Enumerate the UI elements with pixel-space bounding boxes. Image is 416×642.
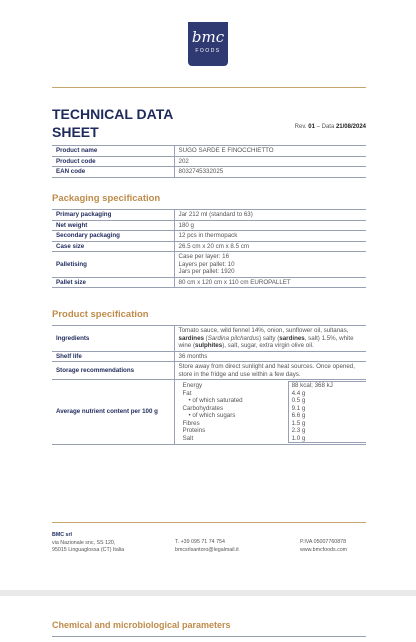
row-value: Jar 212 ml (standard to 63) <box>174 210 366 221</box>
row-value: 12 pcs in thermopack <box>174 231 366 242</box>
ingredients-value: Tomato sauce, wild fennel 14%, onion, sunflower oil, sultanas, sardines (Sardina pilchardus) salty (sardines, salt) 1.5%, white wine (sulphites), salt, sugar, extra virgin olive oil. <box>174 326 366 352</box>
rev-number: 01 <box>308 124 315 130</box>
row-value: 180 g <box>174 220 366 231</box>
packaging-section-title: Packaging specification <box>52 193 161 204</box>
row-label: Average nutrient content per 100 g <box>52 380 174 445</box>
address-line-2: 95015 Linguaglossa (CT) Italia <box>52 547 125 553</box>
product-id-table <box>52 145 366 178</box>
table-row <box>52 380 366 445</box>
title-line-2: SHEET <box>52 124 99 140</box>
nutrient-row <box>179 382 367 390</box>
nutrient-name: Carbohydrates <box>182 404 224 412</box>
page2-table-top <box>52 636 366 637</box>
nutrient-amount: 1.5 g <box>288 420 366 428</box>
row-label: Case size <box>52 241 174 252</box>
chemical-section-title: Chemical and microbiological parameters <box>52 620 231 630</box>
footer-divider <box>52 522 366 523</box>
footer-legal <box>300 539 347 554</box>
row-label: Ingredients <box>52 326 174 352</box>
nutrient-row <box>179 405 367 413</box>
footer-address <box>52 532 124 555</box>
nutrient-amount: 88 kcal; 368 kJ <box>288 382 366 390</box>
website-link[interactable]: www.bmcfoods.com <box>300 546 348 553</box>
row-label: EAN code <box>52 167 174 178</box>
row-value: 26.5 cm x 20 cm x 8.5 cm <box>174 241 366 252</box>
row-value: SUGO SARDE E FINOCCHIETTO <box>174 146 366 157</box>
case-per-layer: Case per layer: 16 <box>178 253 230 260</box>
nutrient-amount: 2.3 g <box>288 427 366 435</box>
table-row <box>52 231 366 242</box>
nutrient-table <box>179 381 367 443</box>
row-label: Net weight <box>52 220 174 231</box>
nutrient-row <box>179 412 367 420</box>
table-row <box>52 351 366 362</box>
nutrient-row <box>179 420 367 428</box>
row-value: 80 cm x 120 cm x 110 cm EUROPALLET <box>174 277 366 288</box>
jars-per-pallet: Jars per pallet: 1920 <box>178 268 235 275</box>
address-line-1: via Nazionale snc, SS 120, <box>52 539 116 546</box>
table-row <box>52 220 366 231</box>
layers-per-pallet: Layers per pallet: 10 <box>178 260 235 268</box>
nutrient-row <box>179 397 367 405</box>
rev-label: Rev. <box>294 124 307 130</box>
product-spec-table <box>52 325 366 445</box>
row-label: Product name <box>52 146 174 157</box>
revision-info <box>295 124 366 130</box>
company-name: BMC srl <box>52 532 73 538</box>
product-spec-section-title: Product specification <box>52 309 149 320</box>
brand-logo <box>188 22 228 66</box>
table-row <box>52 362 366 380</box>
table-row <box>52 156 366 167</box>
row-value: 36 months <box>174 351 366 362</box>
rev-date: 21/08/2024 <box>335 124 366 130</box>
footer-contact <box>175 539 239 554</box>
phone-number: T. +39 095 71 74 754 <box>175 539 225 545</box>
logo-subtitle: FOODS <box>195 48 221 54</box>
nutrient-amount: 4.4 g <box>288 390 366 398</box>
packaging-table <box>52 209 366 288</box>
nutrient-value <box>174 380 366 445</box>
table-row <box>52 326 366 352</box>
row-label: Storage recommendations <box>52 362 174 380</box>
nutrient-amount: 9.1 g <box>288 405 366 413</box>
row-value: 202 <box>174 156 366 167</box>
nutrient-name: Energy <box>182 381 203 389</box>
nutrient-row <box>179 435 367 443</box>
nutrient-name: • of which saturated <box>188 397 243 404</box>
email-link[interactable]: bmcsrlsantoro@legalmail.it <box>175 546 239 553</box>
table-row <box>52 252 366 278</box>
row-value: Store away from direct sunlight and heat sources. Once opened, store in the fridge and use within a few days. <box>174 362 366 380</box>
table-row <box>52 277 366 288</box>
nutrient-amount: 6.6 g <box>288 412 366 420</box>
row-label: Primary packaging <box>52 210 174 221</box>
nutrient-amount: 0.5 g <box>288 397 366 405</box>
nutrient-row <box>179 427 367 435</box>
document-title <box>52 105 173 141</box>
nutrient-amount: 1.0 g <box>288 435 366 443</box>
row-label: Palletising <box>52 252 174 278</box>
nutrient-name: • of which sugars <box>188 412 236 419</box>
table-row <box>52 210 366 221</box>
title-line-1: TECHNICAL DATA <box>52 106 174 122</box>
table-row <box>52 167 366 178</box>
row-label: Pallet size <box>52 277 174 288</box>
row-value: 8032745332025 <box>174 167 366 178</box>
row-label: Secondary packaging <box>52 231 174 242</box>
date-label: – Data <box>316 124 335 130</box>
table-row <box>52 146 366 157</box>
nutrient-name: Fat <box>182 389 192 397</box>
nutrient-name: Fibres <box>182 419 200 427</box>
logo-wordmark: bmc <box>191 28 225 46</box>
header-divider <box>52 87 366 88</box>
nutrient-name: Proteins <box>182 427 206 434</box>
vat-number: P.IVA 05007760878 <box>300 539 347 545</box>
nutrient-row <box>179 390 367 398</box>
table-row <box>52 241 366 252</box>
row-label: Product code <box>52 156 174 167</box>
row-value <box>174 252 366 278</box>
nutrient-name: Salt <box>182 434 194 442</box>
row-label: Shelf life <box>52 351 174 362</box>
